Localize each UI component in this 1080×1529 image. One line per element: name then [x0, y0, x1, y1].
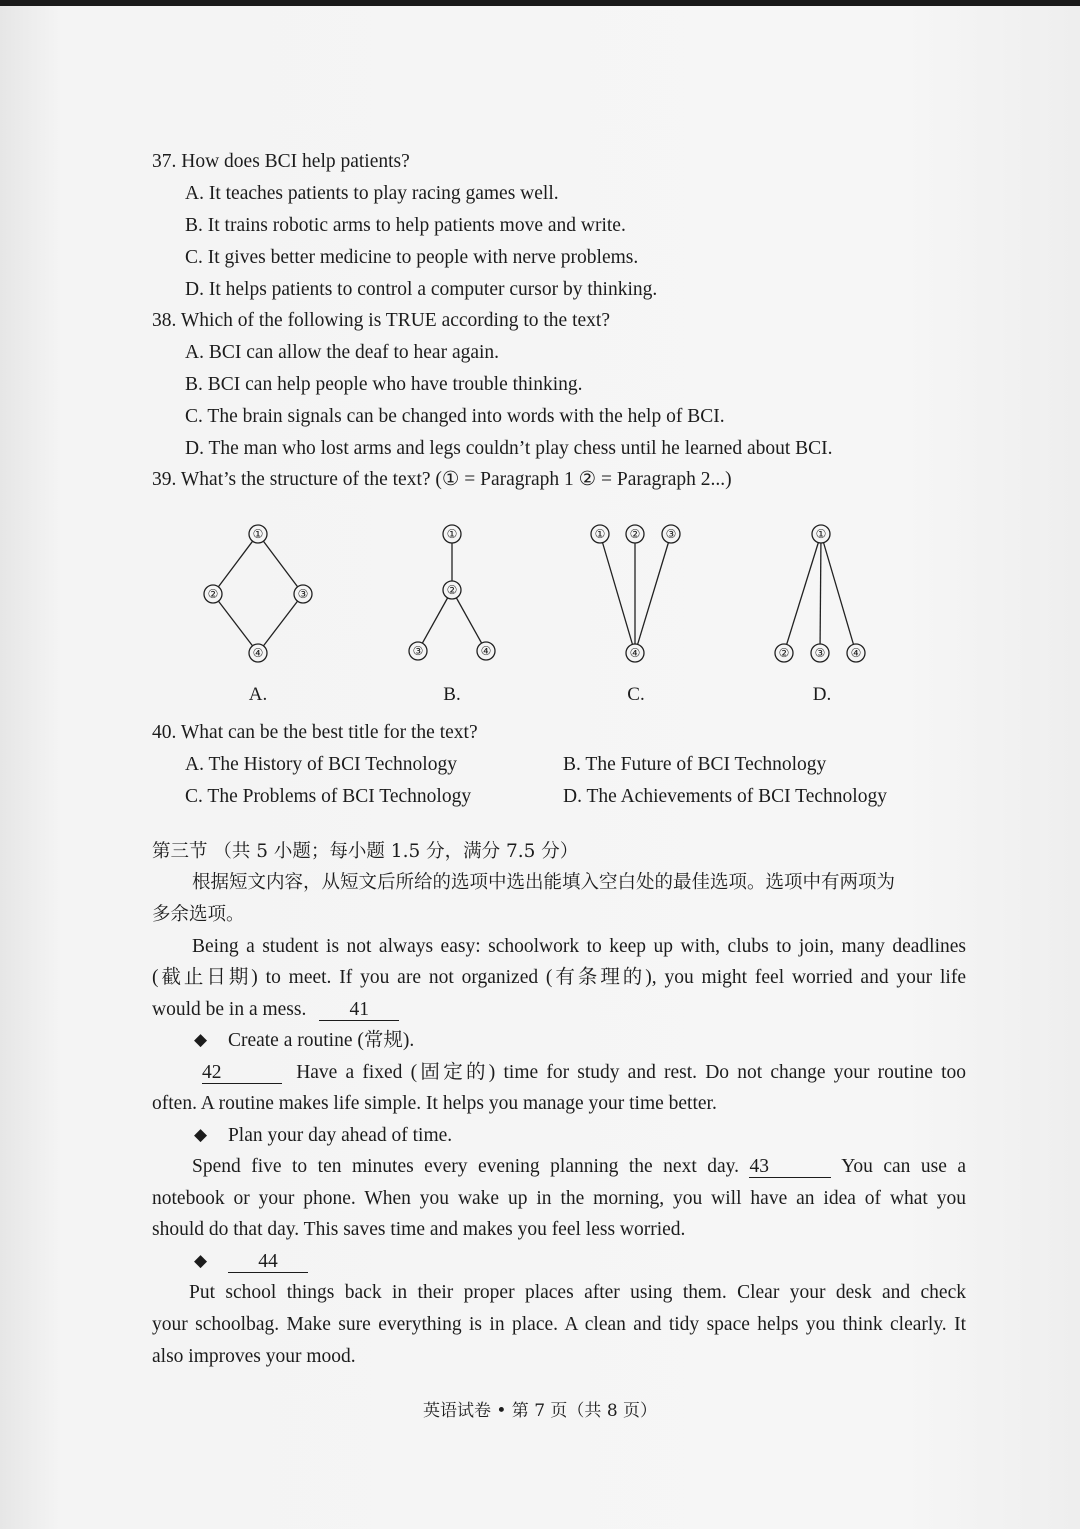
bullet-1-text: Create a routine (常规).: [227, 1030, 415, 1051]
diagram-a: [204, 525, 312, 705]
node-label: ④: [480, 644, 492, 658]
section3-heading: 第三节 （共 5 小题；每小题 1.5 分，满分 7.5 分）: [152, 841, 579, 862]
passage-p2-line2: often. A routine makes life simple. It helps you manage your time better.: [152, 1093, 717, 1114]
q38-stem: 38. Which of the following is TRUE according to the text?: [152, 310, 610, 331]
diamond-bullet-icon: ◆: [194, 1030, 208, 1049]
edge: [821, 534, 856, 653]
node-label: ③: [297, 587, 309, 601]
node-label: ②: [446, 583, 458, 597]
node-label: ③: [665, 527, 677, 541]
diamond-bullet-icon: ◆: [194, 1125, 208, 1144]
edge: [784, 534, 821, 653]
edge: [418, 590, 452, 651]
q40-option-c: C. The Problems of BCI Technology: [185, 786, 472, 807]
passage-p3-line1a: Spend five to ten minutes every evening planning the next day.: [192, 1156, 739, 1177]
edge: [452, 590, 486, 651]
passage-p3-line1: [192, 1155, 966, 1179]
edge: [213, 594, 258, 653]
node-label: ①: [815, 527, 827, 541]
diagram-label: C.: [627, 684, 645, 705]
diagram-b: [409, 525, 495, 705]
edge: [258, 534, 303, 594]
q37-option-c: C. It gives better medicine to people with nerve problems.: [185, 247, 639, 268]
passage-p4-line1: Put school things back in their proper places after using them. Clear your desk and check: [189, 1282, 966, 1303]
diagram-label: B.: [443, 684, 461, 705]
passage-p2-line1: [202, 1061, 966, 1085]
node-label: ①: [594, 527, 606, 541]
passage-p3-line1b: You can use a: [841, 1156, 967, 1177]
q37-option-b: B. It trains robotic arms to help patients move and write.: [185, 215, 626, 236]
edge: [213, 534, 258, 594]
blank-43[interactable]: 43: [749, 1157, 831, 1178]
node-label: ②: [778, 646, 790, 660]
node-label: ②: [207, 587, 219, 601]
q39-stem: 39. What’s the structure of the text? (① = Paragraph 1 ② = Paragraph 2...): [152, 469, 732, 490]
q38-option-a: A. BCI can allow the deaf to hear again.: [185, 342, 500, 363]
node-label: ③: [412, 644, 424, 658]
q38-option-d: D. The man who lost arms and legs couldn’t play chess until he learned about BCI.: [185, 438, 833, 459]
passage-p1-line1: Being a student is not always easy: schoolwork to keep up with, clubs to join, many deadlines: [192, 936, 966, 957]
passage-p2-line1-text: Have a fixed (固定的) time for study and rest. Do not change your routine too: [296, 1062, 966, 1083]
edge: [258, 594, 303, 653]
node-label: ③: [814, 646, 826, 660]
passage-p1-line3-text: would be in a mess.: [152, 999, 307, 1020]
node-label: ④: [850, 646, 862, 660]
passage-p1-line3: [152, 998, 399, 1022]
node-label: ①: [252, 527, 264, 541]
edge: [820, 534, 821, 653]
bullet-3: [194, 1250, 308, 1274]
q40-option-b: B. The Future of BCI Technology: [563, 754, 827, 775]
blank-42[interactable]: 42: [202, 1063, 282, 1084]
node-label: ①: [446, 527, 458, 541]
q40-option-d: D. The Achievements of BCI Technology: [563, 786, 887, 807]
q37-option-d: D. It helps patients to control a computer cursor by thinking.: [185, 279, 658, 300]
node-label: ②: [629, 527, 641, 541]
q38-option-b: B. BCI can help people who have trouble thinking.: [185, 374, 583, 395]
passage-p1-line2: (截止日期) to meet. If you are not organized (有条理的), you might feel worried and your life: [152, 967, 966, 988]
diagram-d: [775, 525, 865, 705]
diagram-label: A.: [248, 684, 268, 705]
node-label: ④: [252, 646, 264, 660]
q38-option-c: C. The brain signals can be changed into words with the help of BCI.: [185, 406, 725, 427]
q37-option-a: A. It teaches patients to play racing games well.: [185, 183, 559, 204]
q37-stem: 37. How does BCI help patients?: [152, 151, 410, 172]
q40-option-a: A. The History of BCI Technology: [185, 754, 457, 775]
bullet-2: [194, 1124, 452, 1148]
passage-p4-line2: your schoolbag. Make sure everything is in place. A clean and tidy space helps you think clearly. It: [152, 1314, 966, 1335]
diagram-c: [591, 525, 680, 705]
passage-p4-line3: also improves your mood.: [152, 1346, 356, 1367]
q40-stem: 40. What can be the best title for the text?: [152, 722, 478, 743]
section3-instruction-line1: 根据短文内容，从短文后所给的选项中选出能填入空白处的最佳选项。选项中有两项为: [192, 872, 896, 893]
section3-instruction-line2: 多余选项。: [152, 904, 245, 925]
node-label: ④: [629, 646, 641, 660]
edge: [635, 534, 671, 653]
page-footer: 英语试卷 • 第 7 页（共 8 页）: [422, 1401, 658, 1421]
passage-p3-line3: should do that day. This saves time and makes you feel less worried.: [152, 1219, 686, 1240]
bullet-1: [194, 1029, 414, 1053]
blank-44[interactable]: 44: [228, 1252, 308, 1273]
bullet-2-text: Plan your day ahead of time.: [227, 1125, 453, 1146]
passage-p3-line2: notebook or your phone. When you wake up in the morning, you will have an idea of what you: [152, 1188, 966, 1209]
diagram-label: D.: [812, 684, 832, 705]
blank-41[interactable]: 41: [319, 1000, 399, 1021]
edge: [600, 534, 635, 653]
diamond-bullet-icon: ◆: [194, 1251, 208, 1270]
